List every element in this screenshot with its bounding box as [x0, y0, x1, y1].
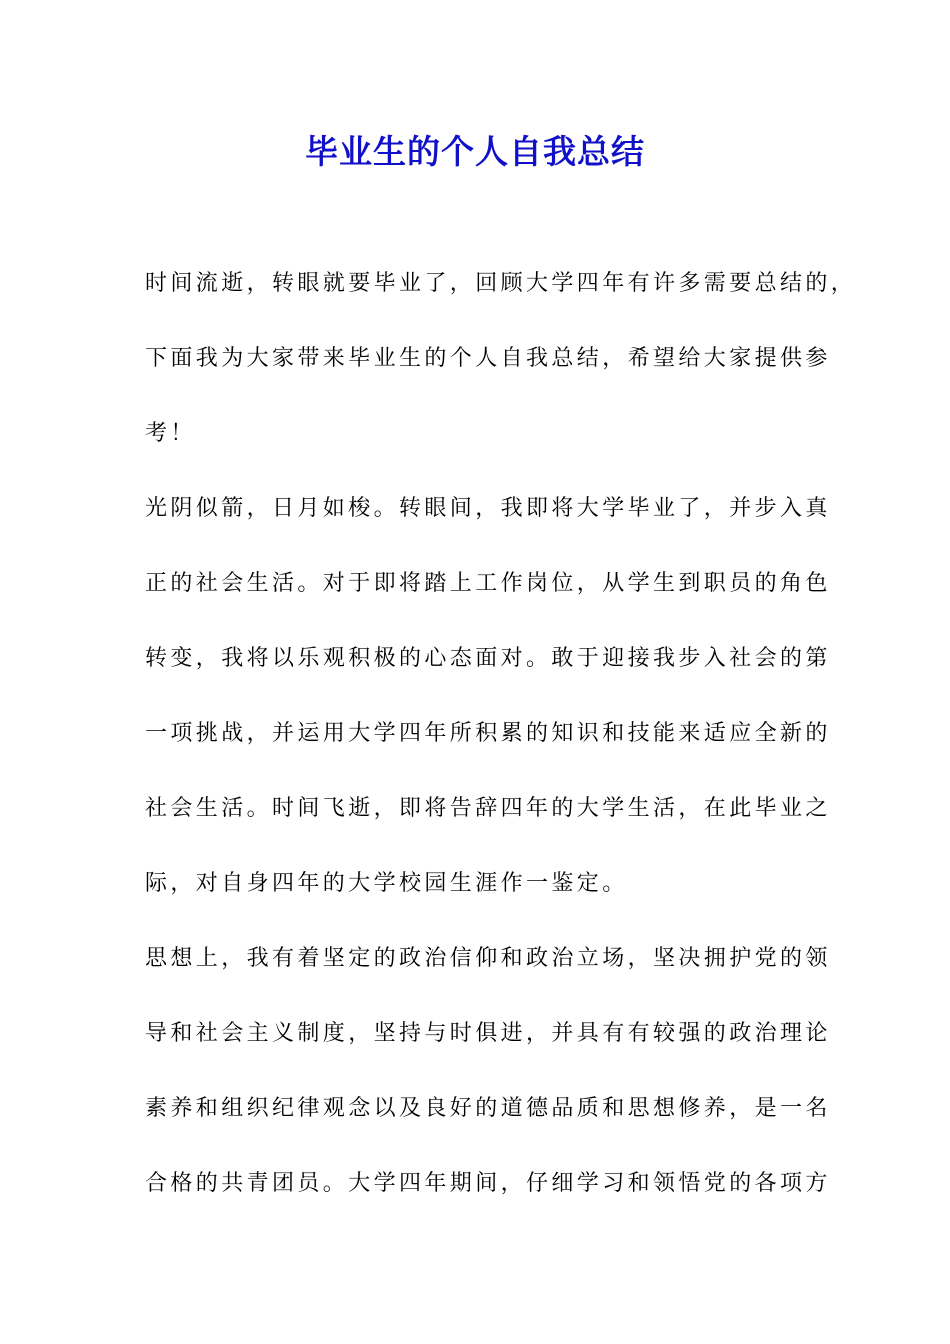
text-line: 转变，我将以乐观积极的心态面对。敢于迎接我步入社会的第	[145, 646, 831, 671]
text-line: 正的社会生活。对于即将踏上工作岗位，从学生到职员的角色	[145, 571, 831, 596]
text-line: 社会生活。时间飞逝，即将告辞四年的大学生活，在此毕业之	[145, 796, 831, 821]
text-line: 时间流逝，转眼就要毕业了，回顾大学四年有许多需要总结的，	[145, 271, 857, 296]
text-line: 考！	[145, 421, 196, 446]
text-line: 导和社会主义制度，坚持与时俱进，并具有有较强的政治理论	[145, 1021, 831, 1046]
text-line: 下面我为大家带来毕业生的个人自我总结，希望给大家提供参	[145, 346, 831, 371]
text-line: 素养和组织纪律观念以及良好的道德品质和思想修养，是一名	[145, 1096, 831, 1121]
text-line: 思想上，我有着坚定的政治信仰和政治立场，坚决拥护党的领	[145, 946, 831, 971]
body-text	[145, 262, 857, 1237]
page-title: 毕业生的个人自我总结	[305, 132, 645, 171]
text-line: 光阴似箭，日月如梭。转眼间，我即将大学毕业了，并步入真	[145, 496, 831, 521]
text-line: 际，对自身四年的大学校园生涯作一鉴定。	[145, 871, 628, 896]
text-line: 一项挑战，并运用大学四年所积累的知识和技能来适应全新的	[145, 721, 831, 746]
text-line: 合格的共青团员。大学四年期间，仔细学习和领悟党的各项方	[145, 1171, 831, 1196]
